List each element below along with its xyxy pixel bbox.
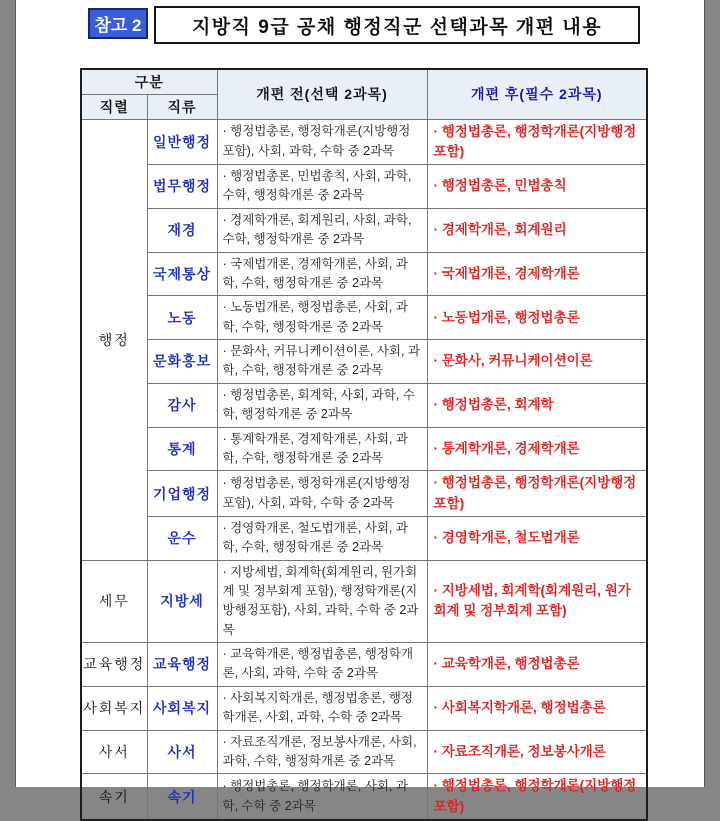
table-header-row-1: [81, 69, 647, 94]
before-subjects-cell: · 자료조직개론, 정보봉사개론, 사회, 과학, 수학, 행정학개론 중 2과목: [217, 730, 427, 774]
table-row: [81, 165, 647, 209]
col-header-after: 개편 후(필수 2과목): [427, 69, 647, 119]
after-subjects-cell: · 경영학개론, 철도법개론: [427, 516, 647, 560]
jikryu-cell: 지방세: [147, 560, 217, 643]
series-cell: 교육행정: [81, 643, 147, 687]
table-row: [81, 560, 647, 643]
jikryu-cell: 일반행정: [147, 119, 217, 165]
table-row: [81, 516, 647, 560]
after-subjects-cell: · 행정법총론, 행정학개론(지방행정 포함): [427, 774, 647, 820]
table-body: [81, 119, 647, 820]
after-subjects-cell: · 행정법총론, 회계학: [427, 383, 647, 427]
table-row: [81, 340, 647, 384]
col-header-jikryu: 직류: [147, 94, 217, 119]
col-header-jikryeol: 직렬: [81, 94, 147, 119]
jikryu-cell: 기업행정: [147, 471, 217, 517]
document-heading: [88, 6, 640, 44]
before-subjects-cell: · 행정법총론, 민법총칙, 사회, 과학, 수학, 행정학개론 중 2과목: [217, 165, 427, 209]
col-header-group: 구분: [81, 69, 217, 94]
jikryu-cell: 재경: [147, 208, 217, 252]
table-container: [80, 68, 648, 821]
table-row: [81, 730, 647, 774]
series-cell: 사서: [81, 730, 147, 774]
after-subjects-cell: · 통계학개론, 경제학개론: [427, 427, 647, 471]
before-subjects-cell: · 행정법총론, 행정학개론, 사회, 과학, 수학 중 2과목: [217, 774, 427, 820]
after-subjects-cell: · 교육학개론, 행정법총론: [427, 643, 647, 687]
jikryu-cell: 속기: [147, 774, 217, 820]
series-cell: 사회복지: [81, 686, 147, 730]
after-subjects-cell: · 행정법총론, 행정학개론(지방행정 포함): [427, 119, 647, 165]
before-subjects-cell: · 교육학개론, 행정법총론, 행정학개론, 사회, 과학, 수학 중 2과목: [217, 643, 427, 687]
jikryu-cell: 사서: [147, 730, 217, 774]
page-title: 지방직 9급 공채 행정직군 선택과목 개편 내용: [154, 6, 640, 44]
document-page: [15, 0, 705, 814]
after-subjects-cell: · 경제학개론, 회계원리: [427, 208, 647, 252]
after-subjects-cell: · 행정법총론, 행정학개론(지방행정 포함): [427, 471, 647, 517]
table-row: [81, 686, 647, 730]
before-subjects-cell: · 경영학개론, 철도법개론, 사회, 과학, 수학, 행정학개론 중 2과목: [217, 516, 427, 560]
series-cell: 행정: [81, 119, 147, 560]
jikryu-cell: 감사: [147, 383, 217, 427]
jikryu-cell: 노동: [147, 296, 217, 340]
before-subjects-cell: · 문화사, 커뮤니케이션이론, 사회, 과학, 수학, 행정학개론 중 2과목: [217, 340, 427, 384]
after-subjects-cell: · 국제법개론, 경제학개론: [427, 252, 647, 296]
after-subjects-cell: · 문화사, 커뮤니케이션이론: [427, 340, 647, 384]
subject-reorg-table: [80, 68, 648, 821]
before-subjects-cell: · 노동법개론, 행정법총론, 사회, 과학, 수학, 행정학개론 중 2과목: [217, 296, 427, 340]
table-row: [81, 208, 647, 252]
jikryu-cell: 문화홍보: [147, 340, 217, 384]
after-subjects-cell: · 행정법총론, 민법총칙: [427, 165, 647, 209]
after-subjects-cell: · 노동법개론, 행정법총론: [427, 296, 647, 340]
jikryu-cell: 운수: [147, 516, 217, 560]
after-subjects-cell: · 사회복지학개론, 행정법총론: [427, 686, 647, 730]
before-subjects-cell: · 행정법총론, 행정학개론(지방행정 포함), 사회, 과학, 수학 중 2과목: [217, 471, 427, 517]
table-row: [81, 774, 647, 820]
table-row: [81, 427, 647, 471]
after-subjects-cell: · 지방세법, 회계학(회계원리, 원가회계 및 정부회계 포함): [427, 560, 647, 643]
jikryu-cell: 국제통상: [147, 252, 217, 296]
before-subjects-cell: · 지방세법, 회계학(회계원리, 원가회계 및 정부회계 포함), 행정학개론(지방행정포함), 사회, 과학, 수학 중 2과목: [217, 560, 427, 643]
jikryu-cell: 법무행정: [147, 165, 217, 209]
table-row: [81, 383, 647, 427]
table-row: [81, 252, 647, 296]
series-cell: 세무: [81, 560, 147, 643]
after-subjects-cell: · 자료조직개론, 정보봉사개론: [427, 730, 647, 774]
before-subjects-cell: · 행정법총론, 행정학개론(지방행정 포함), 사회, 과학, 수학 중 2과목: [217, 119, 427, 165]
table-row: [81, 643, 647, 687]
col-header-before: 개편 전(선택 2과목): [217, 69, 427, 119]
reference-badge: 참고 2: [88, 8, 148, 39]
before-subjects-cell: · 국제법개론, 경제학개론, 사회, 과학, 수학, 행정학개론 중 2과목: [217, 252, 427, 296]
table-row: [81, 119, 647, 165]
series-cell: 속기: [81, 774, 147, 820]
jikryu-cell: 통계: [147, 427, 217, 471]
before-subjects-cell: · 경제학개론, 회계원리, 사회, 과학, 수학, 행정학개론 중 2과목: [217, 208, 427, 252]
before-subjects-cell: · 통계학개론, 경제학개론, 사회, 과학, 수학, 행정학개론 중 2과목: [217, 427, 427, 471]
jikryu-cell: 교육행정: [147, 643, 217, 687]
before-subjects-cell: · 행정법총론, 회계학, 사회, 과학, 수학, 행정학개론 중 2과목: [217, 383, 427, 427]
table-row: [81, 471, 647, 517]
table-row: [81, 296, 647, 340]
before-subjects-cell: · 사회복지학개론, 행정법총론, 행정학개론, 사회, 과학, 수학 중 2과목: [217, 686, 427, 730]
jikryu-cell: 사회복지: [147, 686, 217, 730]
